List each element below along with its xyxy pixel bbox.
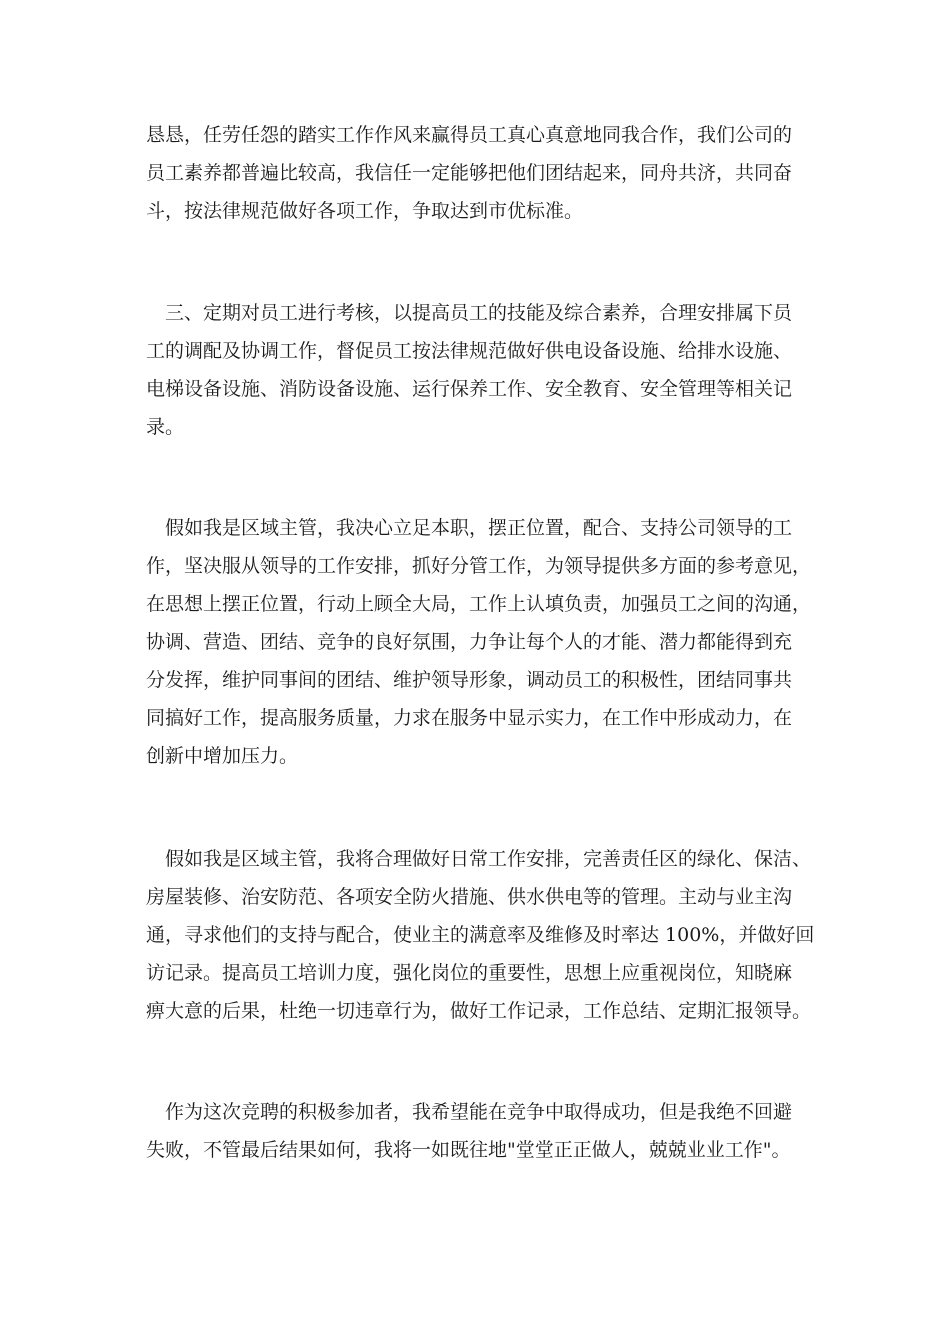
paragraph-line: 录。 bbox=[146, 416, 185, 438]
paragraph-line: 分发挥，维护同事间的团结、维护领导形象，调动员工的积极性，团结同事共 bbox=[146, 669, 793, 691]
paragraph-line: 同搞好工作，提高服务质量，力求在服务中显示实力，在工作中形成动力，在 bbox=[146, 707, 793, 729]
paragraph-line: 在思想上摆正位置，行动上顾全大局，工作上认填负责，加强员工之间的沟通， bbox=[146, 593, 812, 615]
paragraph-line: 假如我是区域主管，我决心立足本职，摆正位置，配合、支持公司领导的工 bbox=[146, 517, 793, 539]
paragraph-line: 员工素养都普遍比较高，我信任一定能够把他们团结起来，同舟共济，共同奋 bbox=[146, 162, 793, 184]
paragraph-line: 作，坚决服从领导的工作安排，抓好分管工作，为领导提供多方面的参考意见， bbox=[146, 555, 812, 577]
paragraph-line: 三、定期对员工进行考核，以提高员工的技能及综合素养，合理安排属下员 bbox=[146, 302, 793, 324]
paragraph-line: 斗，按法律规范做好各项工作，争取达到市优标准。 bbox=[146, 200, 584, 222]
paragraph-line: 作为这次竞聘的积极参加者，我希望能在竞争中取得成功，但是我绝不回避 bbox=[146, 1101, 793, 1123]
paragraph-line: 工的调配及协调工作，督促员工按法律规范做好供电设备设施、给排水设施、 bbox=[146, 340, 793, 362]
paragraph-line: 通，寻求他们的支持与配合，使业主的满意率及维修及时率达 100%，并做好回 bbox=[146, 924, 815, 946]
paragraph-line: 协调、营造、团结、竞争的良好氛围，力争让每个人的才能、潜力都能得到充 bbox=[146, 631, 793, 653]
paragraph-line: 痹大意的后果，杜绝一切违章行为，做好工作记录，工作总结、定期汇报领导。 bbox=[146, 1000, 812, 1022]
paragraph-line: 失败，不管最后结果如何，我将一如既往地"堂堂正正做人，兢兢业业工作"。 bbox=[146, 1139, 791, 1161]
paragraph-line: 恳恳，任劳任怨的踏实工作作风来赢得员工真心真意地同我合作，我们公司的 bbox=[146, 124, 793, 146]
paragraph-line: 创新中增加压力。 bbox=[146, 745, 299, 767]
paragraph-line: 假如我是区域主管，我将合理做好日常工作安排，完善责任区的绿化、保洁、 bbox=[146, 848, 812, 870]
paragraph-line: 访记录。提高员工培训力度，强化岗位的重要性，思想上应重视岗位，知晓麻 bbox=[146, 962, 793, 984]
paragraph-line: 电梯设备设施、消防设备设施、运行保养工作、安全教育、安全管理等相关记 bbox=[146, 378, 793, 400]
paragraph-line: 房屋装修、治安防范、各项安全防火措施、供水供电等的管理。主动与业主沟 bbox=[146, 886, 793, 908]
